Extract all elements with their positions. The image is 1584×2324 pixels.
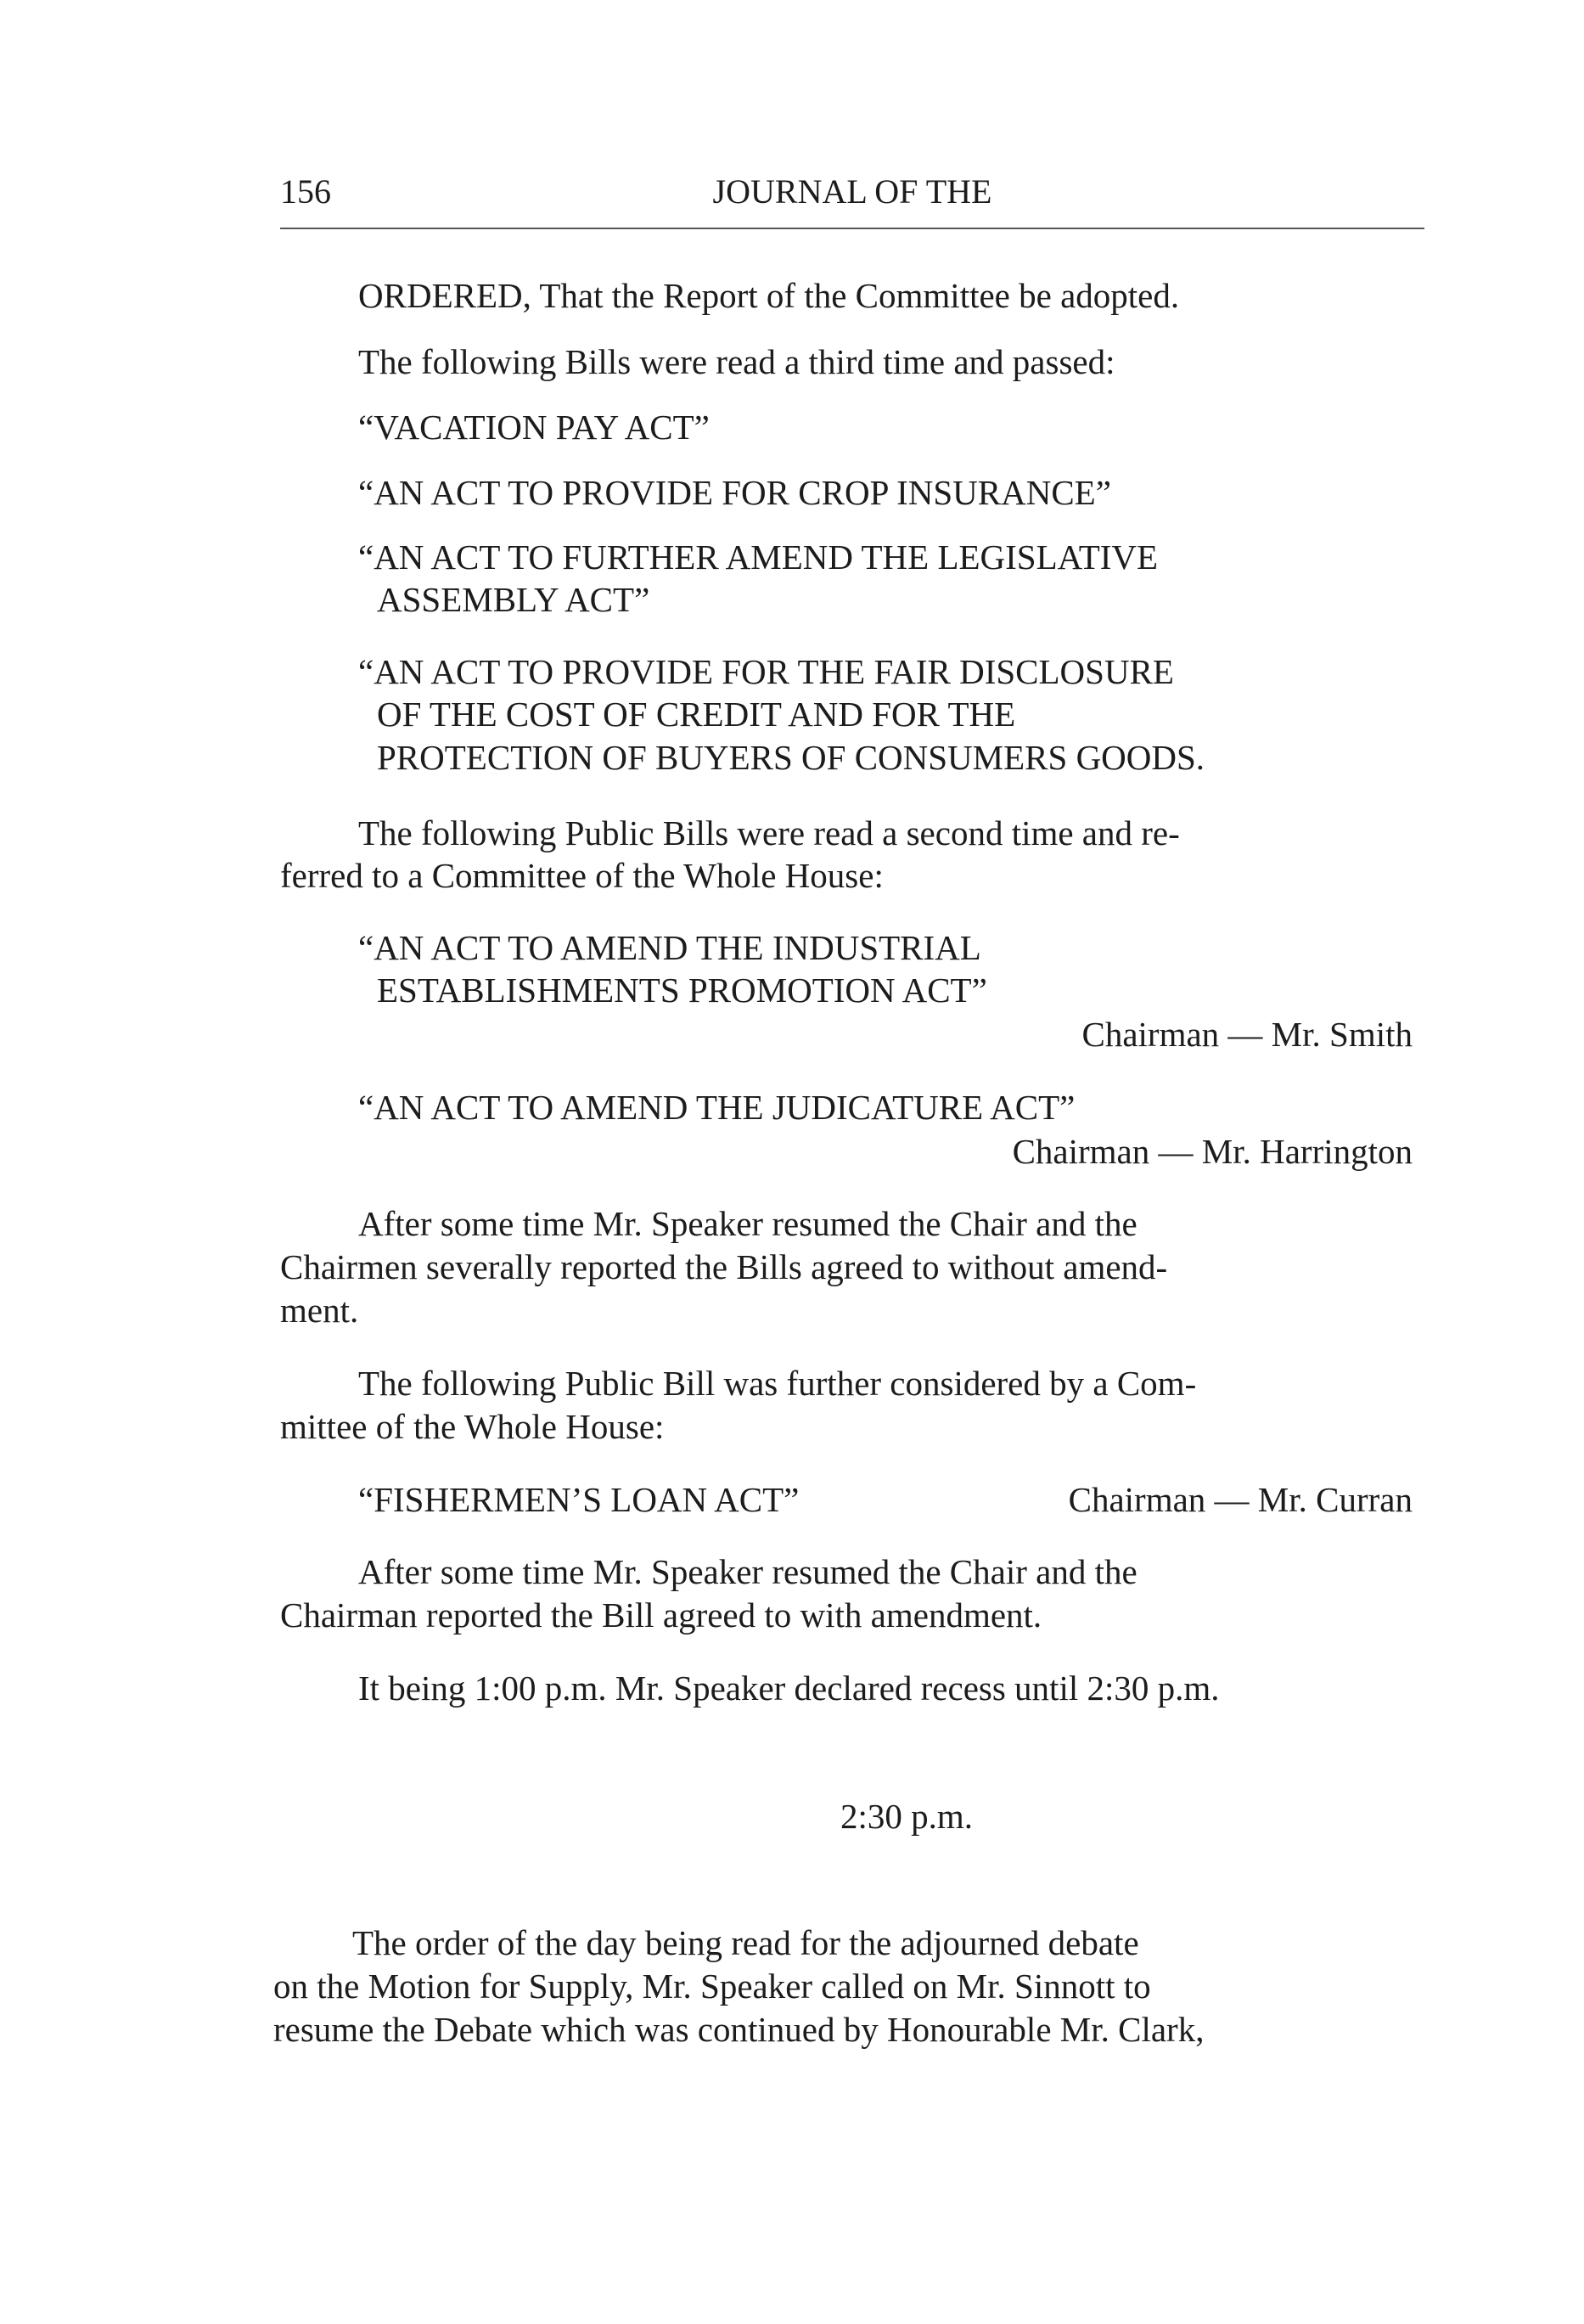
report1-line1: After some time Mr. Speaker resumed the Chair and the bbox=[358, 1204, 1137, 1243]
time-heading: 2:30 p.m. bbox=[840, 1797, 974, 1836]
third-reading-intro: The following Bills were read a third time and passed: bbox=[358, 342, 1115, 381]
chairman-smith: Chairman — Mr. Smith bbox=[1081, 1015, 1413, 1054]
report1-line2: Chairmen severally reported the Bills agreed to without amend- bbox=[280, 1247, 1168, 1286]
report2-line1: After some time Mr. Speaker resumed the Chair and the bbox=[358, 1552, 1137, 1591]
further-line2: mittee of the Whole House: bbox=[280, 1407, 665, 1446]
bill-industrial-line1: “AN ACT TO AMEND THE INDUSTRIAL bbox=[358, 928, 981, 967]
bill-credit-line3: PROTECTION OF BUYERS OF CONSUMERS GOODS. bbox=[377, 738, 1205, 777]
bill-crop-insurance: “AN ACT TO PROVIDE FOR CROP INSURANCE” bbox=[358, 473, 1111, 512]
bill-credit-line1: “AN ACT TO PROVIDE FOR THE FAIR DISCLOSURE bbox=[358, 652, 1174, 691]
report2-line2: Chairman reported the Bill agreed to with amendment. bbox=[280, 1595, 1042, 1635]
report1-line3: ment. bbox=[280, 1291, 359, 1330]
further-line1: The following Public Bill was further considered by a Com- bbox=[358, 1364, 1197, 1403]
bill-industrial-line2: ESTABLISHMENTS PROMOTION ACT” bbox=[377, 971, 987, 1010]
chairman-harrington: Chairman — Mr. Harrington bbox=[1012, 1132, 1413, 1171]
bill-legislative-line1: “AN ACT TO FURTHER AMEND THE LEGISLATIVE bbox=[358, 537, 1159, 577]
running-title: JOURNAL OF THE bbox=[712, 172, 992, 211]
recess-line: It being 1:00 p.m. Mr. Speaker declared recess until 2:30 p.m. bbox=[358, 1668, 1220, 1708]
order-line3: resume the Debate which was continued by Honourable Mr. Clark, bbox=[273, 2010, 1205, 2049]
bill-credit-line2: OF THE COST OF CREDIT AND FOR THE bbox=[377, 695, 1016, 734]
second-reading-line2: ferred to a Committee of the Whole House: bbox=[280, 856, 884, 895]
ordered-line: ORDERED, That the Report of the Committee be adopted. bbox=[358, 276, 1180, 315]
page-number: 156 bbox=[280, 172, 331, 211]
bill-fishermens-loan: “FISHERMEN’S LOAN ACT” bbox=[358, 1480, 800, 1519]
order-line1: The order of the day being read for the adjourned debate bbox=[352, 1923, 1139, 1962]
header-rule bbox=[280, 228, 1424, 229]
order-line2: on the Motion for Supply, Mr. Speaker called on Mr. Sinnott to bbox=[273, 1967, 1151, 2006]
second-reading-line1: The following Public Bills were read a second time and re- bbox=[358, 813, 1180, 853]
chairman-curran: Chairman — Mr. Curran bbox=[1068, 1480, 1413, 1519]
bill-legislative-line2: ASSEMBLY ACT” bbox=[377, 580, 650, 619]
bill-judicature: “AN ACT TO AMEND THE JUDICATURE ACT” bbox=[358, 1088, 1076, 1127]
bill-vacation-pay: “VACATION PAY ACT” bbox=[358, 408, 710, 447]
